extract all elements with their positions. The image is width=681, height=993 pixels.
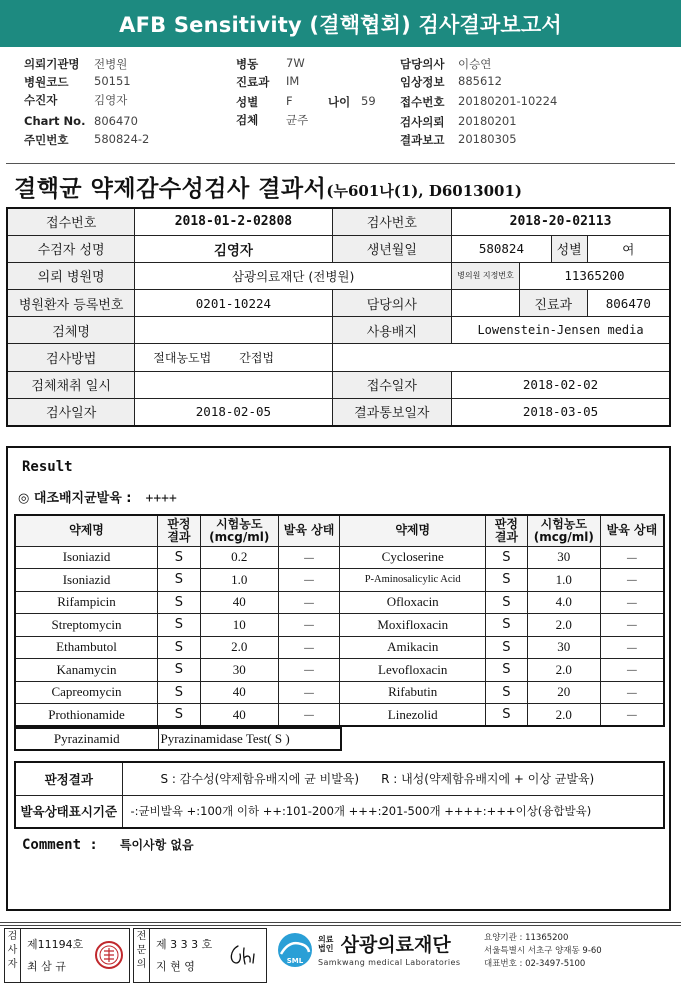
header-label: 검체 bbox=[236, 113, 259, 127]
table-row bbox=[15, 762, 664, 795]
header-row bbox=[24, 74, 131, 90]
header-row bbox=[24, 132, 150, 148]
table-row bbox=[15, 728, 341, 750]
header-value: 이승연 bbox=[458, 57, 492, 71]
org-type-line: 법인 bbox=[318, 943, 334, 953]
drug-cell-growth: － bbox=[278, 704, 340, 727]
header-row bbox=[400, 114, 517, 130]
header-label: 병원코드 bbox=[24, 75, 69, 89]
signature-icon bbox=[226, 942, 262, 970]
comment-value: 특이사항 없음 bbox=[119, 838, 194, 852]
organization-address bbox=[484, 932, 602, 971]
header-label: 검사의뢰 bbox=[400, 115, 445, 129]
legend-growth-label: 발육상태표시기준 bbox=[15, 795, 122, 828]
drug-cell-drug: Ethambutol bbox=[15, 636, 158, 659]
header-row bbox=[400, 56, 492, 72]
drug-cell-drug: Capreomycin bbox=[15, 681, 158, 704]
drug-cell-drug: Streptomycin bbox=[15, 614, 158, 637]
header-row bbox=[400, 74, 502, 90]
title-main: 결핵균 약제감수성검사 결과서 bbox=[14, 175, 327, 202]
signature-role bbox=[5, 929, 21, 982]
signer-name: 최 삼 규 bbox=[27, 960, 66, 973]
cell-label: 성별 bbox=[551, 235, 587, 262]
header-row bbox=[24, 92, 128, 108]
drug-cell-conc: 30 bbox=[527, 546, 600, 569]
drug-cell-growth: － bbox=[278, 546, 340, 569]
legend-growth-value: -:균비발육 +:100개 이하 ++:101-200개 +++:201-500개 ++++:+++이상(융합발육) bbox=[122, 795, 664, 828]
table-row bbox=[7, 262, 670, 289]
drug-cell-judge: S bbox=[486, 591, 528, 614]
header-value: F bbox=[286, 94, 293, 108]
drug-cell-judge: S bbox=[486, 636, 528, 659]
cell-label: 담당의사 bbox=[332, 290, 452, 317]
sex-value: 여 bbox=[587, 235, 670, 262]
drug-cell-judge: S bbox=[486, 681, 528, 704]
header-row bbox=[400, 132, 517, 148]
cell-label: 검체명 bbox=[7, 317, 135, 344]
drug-cell-drug: Amikacin bbox=[340, 636, 486, 659]
header-divider bbox=[6, 163, 675, 164]
header-value: 580824-2 bbox=[94, 132, 150, 146]
signature-box-examiner bbox=[4, 928, 130, 983]
header-value: 균주 bbox=[286, 113, 309, 127]
table-header-row bbox=[15, 515, 664, 546]
header-value: IM bbox=[286, 74, 300, 88]
drug-cell-growth: － bbox=[278, 636, 340, 659]
drug-cell-conc: 30 bbox=[527, 636, 600, 659]
legend-judge-label: 판정결과 bbox=[15, 762, 122, 795]
cell-label: 접수일자 bbox=[332, 371, 452, 398]
cell-label: 사용배지 bbox=[332, 317, 452, 344]
header-label: 성별 bbox=[236, 95, 259, 109]
table-row bbox=[15, 591, 664, 614]
header-label: 결과보고 bbox=[400, 133, 445, 147]
role-char: 사 bbox=[7, 945, 18, 956]
role-char: 문 bbox=[136, 945, 147, 956]
cell-label: 의뢰 병원명 bbox=[7, 262, 135, 289]
legend-r: R : 내성(약제함유배지에 + 이상 균발육) bbox=[381, 772, 595, 787]
control-growth bbox=[18, 487, 177, 506]
role-char: 자 bbox=[7, 959, 18, 970]
drug-cell-growth: － bbox=[600, 546, 664, 569]
drug-cell-judge: S bbox=[158, 614, 201, 637]
drug-results-table bbox=[14, 514, 665, 727]
age-row bbox=[328, 94, 376, 110]
drug-cell-judge: S bbox=[158, 591, 201, 614]
drug-cell-growth: － bbox=[278, 614, 340, 637]
organization-name bbox=[318, 930, 461, 967]
drug-cell-growth: － bbox=[278, 569, 340, 592]
header-value: 7W bbox=[286, 56, 305, 70]
signature-box-specialist bbox=[133, 928, 267, 983]
drug-cell-drug: Linezolid bbox=[340, 704, 486, 727]
table-row bbox=[7, 398, 670, 425]
drug-cell-judge: S bbox=[486, 614, 528, 637]
table-row bbox=[15, 569, 664, 592]
drug-cell-growth: － bbox=[278, 659, 340, 682]
pyrazinamide-row bbox=[14, 727, 342, 751]
birth-date: 580824 bbox=[452, 235, 552, 262]
header-label: 의뢰기관명 bbox=[24, 57, 80, 71]
comment bbox=[22, 834, 194, 853]
drug-cell-conc: 20 bbox=[527, 681, 600, 704]
license-number: 제 3 3 3 호 bbox=[156, 938, 213, 951]
drug-cell-conc: 2.0 bbox=[527, 704, 600, 727]
role-char: 의 bbox=[136, 959, 147, 970]
drug-rows bbox=[15, 546, 664, 726]
drug-cell-conc: 40 bbox=[200, 681, 278, 704]
result-title: Result bbox=[22, 459, 73, 475]
drug-cell-growth: － bbox=[600, 681, 664, 704]
org-type-line: 의료 bbox=[318, 934, 334, 944]
drug-cell-drug: Kanamycin bbox=[15, 659, 158, 682]
table-row bbox=[15, 546, 664, 569]
drug-cell-judge: S bbox=[158, 569, 201, 592]
drug-cell-judge: S bbox=[486, 569, 528, 592]
cell-label: 검사방법 bbox=[7, 344, 135, 371]
header-value: 20180201 bbox=[458, 114, 517, 128]
license-number: 제11194호 bbox=[27, 938, 84, 951]
legend-s: S : 감수성(약제함유배지에 균 비발육) bbox=[160, 772, 360, 787]
header-value: 59 bbox=[361, 94, 376, 108]
drug-cell-judge: S bbox=[486, 704, 528, 727]
drug-cell-conc: 4.0 bbox=[527, 591, 600, 614]
collect-date bbox=[135, 371, 332, 398]
report-date: 2018-03-05 bbox=[452, 398, 670, 425]
drug-cell-growth: － bbox=[278, 681, 340, 704]
drug-cell-conc: 2.0 bbox=[527, 659, 600, 682]
drug-cell-growth: － bbox=[600, 614, 664, 637]
header-growth: 발육 상태 bbox=[278, 515, 340, 546]
header-label: 병동 bbox=[236, 57, 259, 71]
signer-name: 지 현 영 bbox=[156, 960, 195, 973]
logo-text: SML bbox=[286, 957, 304, 965]
drug-cell-growth: － bbox=[278, 591, 340, 614]
table-row bbox=[7, 208, 670, 235]
drug-cell-drug: P-Aminosalicylic Acid bbox=[340, 569, 486, 592]
drug-cell-growth: － bbox=[600, 636, 664, 659]
medium-value: Lowenstein-Jensen media bbox=[452, 317, 670, 344]
table-row bbox=[15, 681, 664, 704]
drug-cell-growth: － bbox=[600, 569, 664, 592]
address-line: 대표번호 : 02-3497-5100 bbox=[484, 959, 586, 969]
header-label: 나이 bbox=[328, 95, 351, 109]
drug-cell-drug: Ofloxacin bbox=[340, 591, 486, 614]
header-conc: 시험농도 (mcg/ml) bbox=[527, 515, 600, 546]
header-judge: 판정 결과 bbox=[486, 515, 528, 546]
control-value: ++++ bbox=[145, 491, 177, 506]
table-row bbox=[15, 704, 664, 727]
header-label: 진료과 bbox=[236, 75, 270, 89]
signature-text bbox=[150, 929, 218, 982]
table-row bbox=[15, 614, 664, 637]
receipt-number: 2018-01-2-02808 bbox=[135, 208, 332, 235]
drug-cell-judge: S bbox=[158, 659, 201, 682]
sml-logo-icon bbox=[275, 930, 315, 970]
patient-info-table bbox=[6, 207, 671, 427]
header-judge: 판정 결과 bbox=[158, 515, 201, 546]
cell-label: 진료과 bbox=[519, 290, 587, 317]
org-name: 삼광의료재단 bbox=[340, 934, 451, 956]
control-label: ◎ 대조배지균발육 : bbox=[18, 491, 132, 506]
drug-cell-conc: 30 bbox=[200, 659, 278, 682]
table-row bbox=[15, 636, 664, 659]
method-value bbox=[135, 344, 332, 371]
drug-cell-drug: Cycloserine bbox=[340, 546, 486, 569]
header-row bbox=[236, 94, 293, 110]
table-row bbox=[7, 290, 670, 317]
header-value: 전병원 bbox=[94, 57, 128, 71]
method-a: 절대농도법 bbox=[153, 351, 212, 366]
header-value: 50151 bbox=[94, 74, 131, 88]
drug-cell-conc: 1.0 bbox=[527, 569, 600, 592]
drug-cell-conc: 2.0 bbox=[200, 636, 278, 659]
receipt-date: 2018-02-02 bbox=[452, 371, 670, 398]
test-date: 2018-02-05 bbox=[135, 398, 332, 425]
address-line: 서울특별시 서초구 양재동 9-60 bbox=[484, 946, 602, 956]
document-title bbox=[14, 170, 522, 203]
drug-cell-conc: 2.0 bbox=[527, 614, 600, 637]
drug-cell-growth: － bbox=[600, 591, 664, 614]
drug-cell-judge: S bbox=[158, 546, 201, 569]
drug-cell-conc: 40 bbox=[200, 591, 278, 614]
department-value: 806470 bbox=[587, 290, 670, 317]
header-row bbox=[236, 56, 305, 72]
drug-cell-judge: S bbox=[158, 681, 201, 704]
role-char: 검 bbox=[7, 931, 18, 942]
drug-cell-judge: S bbox=[158, 704, 201, 727]
report-banner: AFB Sensitivity (결핵협회) 검사결과보고서 bbox=[0, 0, 681, 47]
table-row bbox=[7, 235, 670, 262]
header-drug: 약제명 bbox=[340, 515, 486, 546]
table-row bbox=[15, 795, 664, 828]
drug-cell-drug: Rifampicin bbox=[15, 591, 158, 614]
table-row bbox=[7, 317, 670, 344]
table-row bbox=[7, 371, 670, 398]
test-number: 2018-20-02113 bbox=[452, 208, 670, 235]
drug-cell-drug: Levofloxacin bbox=[340, 659, 486, 682]
specimen-value bbox=[135, 317, 332, 344]
header-label: 접수번호 bbox=[400, 95, 445, 109]
org-type bbox=[318, 935, 333, 953]
hospital-code: 11365200 bbox=[519, 262, 670, 289]
drug-cell-conc: 1.0 bbox=[200, 569, 278, 592]
cell-label: 검사일자 bbox=[7, 398, 135, 425]
registration-number: 0201-10224 bbox=[135, 290, 332, 317]
drug-cell-judge: S bbox=[158, 636, 201, 659]
drug-cell-drug: Prothionamide bbox=[15, 704, 158, 727]
cell-label: 결과통보일자 bbox=[332, 398, 452, 425]
header-row bbox=[236, 74, 300, 90]
legend-table bbox=[14, 761, 665, 829]
title-code: (누601나(1), D6013001) bbox=[326, 182, 522, 200]
cell-label: 검체채취 일시 bbox=[7, 371, 135, 398]
table-row bbox=[7, 344, 670, 371]
org-english-name: Samkwang medical Laboratories bbox=[318, 958, 461, 967]
cell-label: 접수번호 bbox=[7, 208, 135, 235]
header-label: Chart No. bbox=[24, 114, 86, 128]
drug-cell-drug: Isoniazid bbox=[15, 569, 158, 592]
header-growth: 발육 상태 bbox=[600, 515, 664, 546]
drug-cell-conc: 10 bbox=[200, 614, 278, 637]
comment-label: Comment : bbox=[22, 837, 98, 853]
header-value: 20180201-10224 bbox=[458, 94, 558, 108]
cell-label: 생년월일 bbox=[332, 235, 452, 262]
header-value: 김영자 bbox=[94, 93, 128, 107]
drug-cell-judge: S bbox=[486, 659, 528, 682]
drug-cell-conc: 0.2 bbox=[200, 546, 278, 569]
pza-drug: Pyrazinamid bbox=[15, 728, 158, 750]
doctor-value bbox=[452, 290, 520, 317]
drug-cell-drug: Rifabutin bbox=[340, 681, 486, 704]
header-value: 20180305 bbox=[458, 132, 517, 146]
table-row bbox=[15, 659, 664, 682]
header-value: 806470 bbox=[94, 114, 138, 128]
cell-label: 수검자 성명 bbox=[7, 235, 135, 262]
cell-label: 검사번호 bbox=[332, 208, 452, 235]
seal-icon bbox=[94, 940, 124, 970]
drug-cell-drug: Isoniazid bbox=[15, 546, 158, 569]
role-char: 전 bbox=[136, 931, 147, 942]
signature-role bbox=[134, 929, 150, 982]
drug-cell-judge: S bbox=[486, 546, 528, 569]
legend-judge-value bbox=[122, 762, 664, 795]
signature-text bbox=[21, 929, 89, 982]
header-label: 수진자 bbox=[24, 93, 58, 107]
drug-cell-growth: － bbox=[600, 659, 664, 682]
hospital-name: 삼광의료재단 (전병원) bbox=[135, 262, 452, 289]
pza-test: Pyrazinamidase Test( S ) bbox=[158, 728, 341, 750]
header-row bbox=[24, 56, 128, 72]
cell-label: 병의원 지정번호 bbox=[452, 262, 520, 289]
method-b: 간접법 bbox=[239, 351, 275, 366]
header-row bbox=[24, 114, 138, 128]
drug-cell-drug: Moxifloxacin bbox=[340, 614, 486, 637]
header-label: 담당의사 bbox=[400, 57, 445, 71]
patient-header bbox=[0, 52, 681, 150]
header-label: 임상정보 bbox=[400, 75, 445, 89]
header-value: 885612 bbox=[458, 74, 502, 88]
header-row bbox=[236, 112, 309, 128]
drug-cell-growth: － bbox=[600, 704, 664, 727]
header-row bbox=[400, 94, 558, 110]
cell-label: 병원환자 등록번호 bbox=[7, 290, 135, 317]
header-drug: 약제명 bbox=[15, 515, 158, 546]
header-label: 주민번호 bbox=[24, 133, 69, 147]
drug-cell-conc: 40 bbox=[200, 704, 278, 727]
address-line: 요양기관 : 11365200 bbox=[484, 933, 569, 943]
patient-name: 김영자 bbox=[135, 235, 332, 262]
header-conc: 시험농도 (mcg/ml) bbox=[200, 515, 278, 546]
footer-divider bbox=[0, 922, 681, 926]
